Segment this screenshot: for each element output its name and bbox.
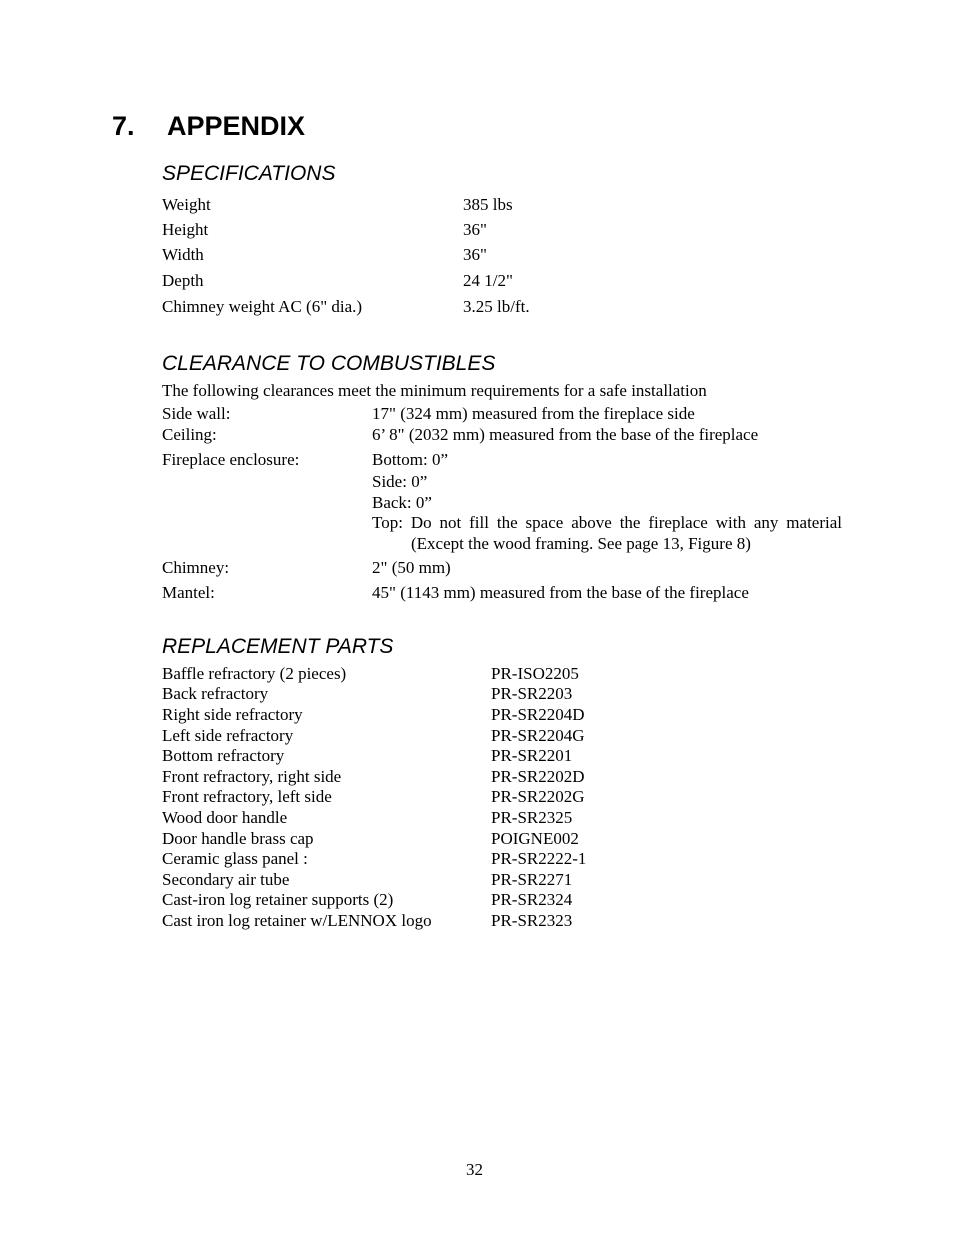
part-name: Left side refractory [162, 726, 294, 745]
part-name: Baffle refractory (2 pieces) [162, 664, 347, 683]
part-name: Bottom refractory [162, 746, 285, 765]
part-name: Right side refractory [162, 705, 303, 724]
clearance-value: 6’ 8" (2032 mm) measured from the base of the fireplace [372, 425, 759, 444]
page-title: APPENDIX [167, 111, 306, 141]
part-number: PR-SR2324 [491, 890, 573, 909]
part-name: Back refractory [162, 684, 269, 703]
part-number: POIGNE002 [491, 829, 579, 848]
spec-label: Depth [162, 271, 204, 290]
part-number: PR-SR2325 [491, 808, 573, 827]
part-number: PR-SR2204D [491, 705, 585, 724]
spec-value: 3.25 lb/ft. [463, 297, 530, 316]
part-name: Front refractory, right side [162, 767, 342, 786]
part-number: PR-SR2203 [491, 684, 573, 703]
part-name: Secondary air tube [162, 870, 290, 889]
part-name: Door handle brass cap [162, 829, 314, 848]
spec-label: Weight [162, 195, 211, 214]
part-number: PR-SR2222-1 [491, 849, 587, 868]
part-number: PR-ISO2205 [491, 664, 579, 683]
parts-heading: REPLACEMENT PARTS [162, 635, 394, 658]
enclosure-top-note: (Except the wood framing. See page 13, Figure 8) [411, 534, 751, 553]
spec-label: Height [162, 220, 209, 239]
spec-value: 36" [463, 245, 487, 264]
enclosure-side: Side: 0” [372, 472, 428, 491]
clearance-label: Side wall: [162, 404, 231, 423]
page-number: 32 [466, 1160, 483, 1179]
spec-label: Chimney weight AC (6" dia.) [162, 297, 363, 316]
part-number: PR-SR2202G [491, 787, 585, 806]
specifications-heading: SPECIFICATIONS [162, 162, 336, 185]
clearance-value: 45" (1143 mm) measured from the base of the fireplace [372, 583, 749, 602]
clearance-value: 2" (50 mm) [372, 558, 451, 577]
part-number: PR-SR2201 [491, 746, 573, 765]
part-name: Wood door handle [162, 808, 288, 827]
clearance-value: 17" (324 mm) measured from the fireplace side [372, 404, 695, 423]
clearance-label: Chimney: [162, 558, 230, 577]
part-number: PR-SR2323 [491, 911, 573, 930]
spec-value: 36" [463, 220, 487, 239]
part-name: Cast iron log retainer w/LENNOX logo [162, 911, 432, 930]
enclosure-back: Back: 0” [372, 493, 432, 512]
clearance-label: Fireplace enclosure: [162, 450, 300, 469]
spec-label: Width [162, 245, 204, 264]
spec-value: 385 lbs [463, 195, 513, 214]
part-number: PR-SR2271 [491, 870, 573, 889]
clearance-label: Mantel: [162, 583, 215, 602]
part-number: PR-SR2204G [491, 726, 585, 745]
spec-value: 24 1/2" [463, 271, 513, 290]
clearance-heading: CLEARANCE TO COMBUSTIBLES [162, 352, 496, 375]
enclosure-top: Top: Do not fill the space above the fireplace with any material [372, 513, 842, 532]
section-number: 7. [112, 111, 135, 141]
part-name: Ceramic glass panel : [162, 849, 308, 868]
clearance-intro: The following clearances meet the minimum requirements for a safe installation [162, 381, 707, 400]
part-number: PR-SR2202D [491, 767, 585, 786]
clearance-label: Ceiling: [162, 425, 217, 444]
part-name: Cast-iron log retainer supports (2) [162, 890, 394, 909]
part-name: Front refractory, left side [162, 787, 332, 806]
enclosure-bottom: Bottom: 0” [372, 450, 449, 469]
